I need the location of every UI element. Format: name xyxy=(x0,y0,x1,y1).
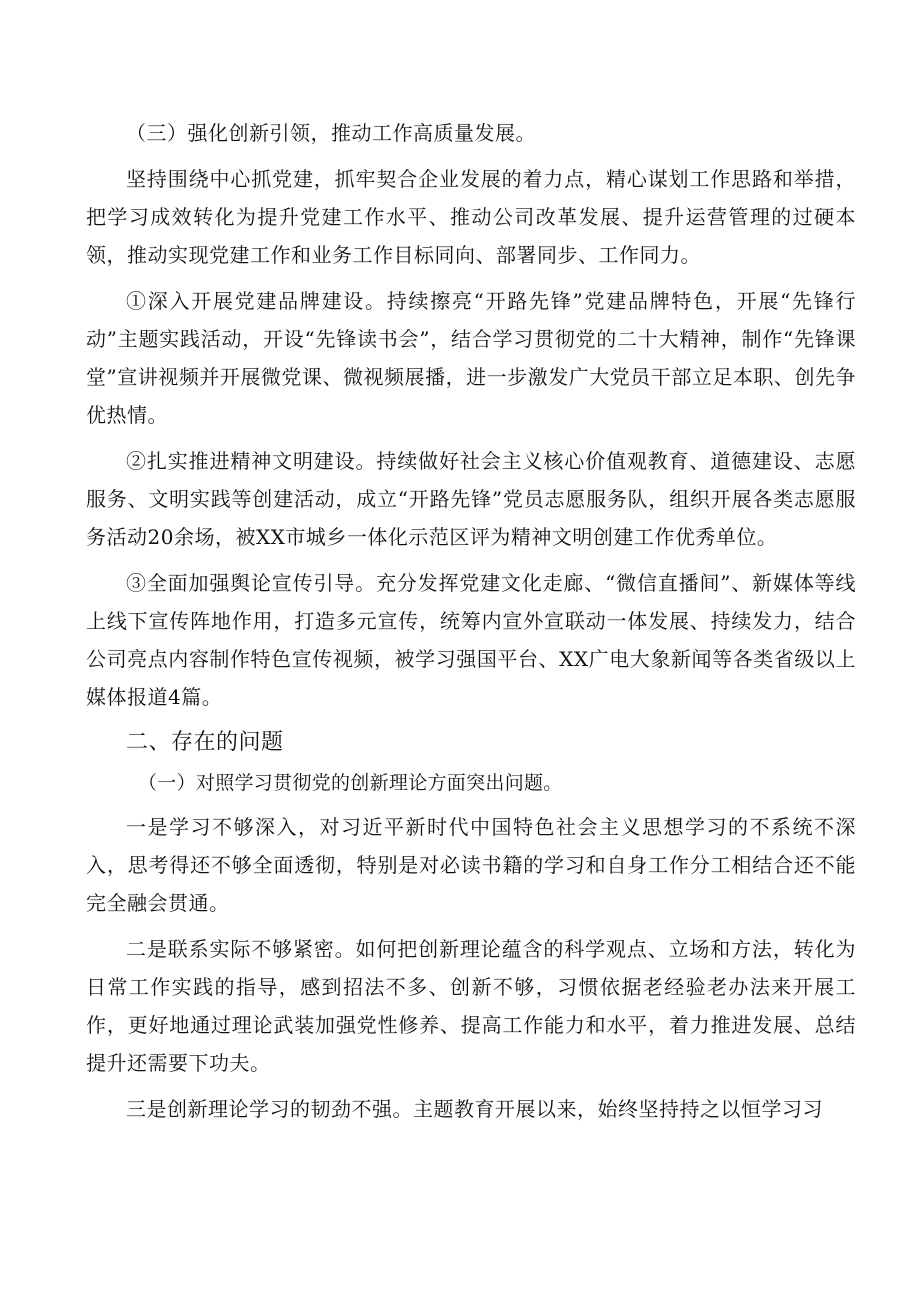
subsection-heading-3: （三）强化创新引领，推动工作高质量发展。 xyxy=(126,121,536,145)
paragraph-brand-building: ①深入开展党建品牌建设。持续擦亮“开路先锋”党建品牌特色，开展“先锋行动”主题实践活动，开设“先锋读书会”，结合学习贯彻党的二十大精神，制作“先锋课堂”宣讲视频并开展微党课、微视频展播，进一步激发广大党员干部立足本职、创先争优热情。 xyxy=(86,289,856,427)
paragraph-problem-3: 三是创新理论学习的韧劲不强。主题教育开展以来，始终坚持持之以恒学习习 xyxy=(126,1097,823,1121)
subsection-heading-2-1: （一）对照学习贯彻党的创新理论方面突出问题。 xyxy=(138,772,563,794)
section-heading-existing-problems: 二、存在的问题 xyxy=(126,730,284,755)
document-body xyxy=(86,114,856,1136)
paragraph-publicity-guidance: ③全面加强舆论宣传引导。充分发挥党建文化走廊、“微信直播间”、新媒体等线上线下宣传阵地作用，打造多元宣传，统筹内宣外宣联动一体发展、持续发力，结合公司亮点内容制作特色宣传视频，被学习强国平台、XX广电大象新闻等各类省级以上媒体报道4篇。 xyxy=(86,571,856,709)
paragraph-spiritual-civilization: ②扎实推进精神文明建设。持续做好社会主义核心价值观教育、道德建设、志愿服务、文明实践等创建活动，成立“开路先锋”党员志愿服务队，组织开展各类志愿服务活动20余场，被XX市城乡一体化示范区评为精神文明创建工作优秀单位。 xyxy=(86,449,856,549)
paragraph-problem-2: 二是联系实际不够紧密。如何把创新理论蕴含的科学观点、立场和方法，转化为日常工作实践的指导，感到招法不多、创新不够，习惯依据老经验老办法来开展工作，更好地通过理论武装加强党性修养、提高工作能力和水平，着力推进发展、总结提升还需要下功夫。 xyxy=(86,937,856,1075)
paragraph-problem-1: 一是学习不够深入，对习近平新时代中国特色社会主义思想学习的不系统不深入，思考得还不够全面透彻，特别是对必读书籍的学习和自身工作分工相结合还不能完全融会贯通。 xyxy=(86,815,856,915)
paragraph-party-building-overview: 坚持围绕中心抓党建，抓牢契合企业发展的着力点，精心谋划工作思路和举措，把学习成效转化为提升党建工作水平、推动公司改革发展、提升运营管理的过硬本领，推动实现党建工作和业务工作目标同向、部署同步、工作同力。 xyxy=(86,167,856,267)
